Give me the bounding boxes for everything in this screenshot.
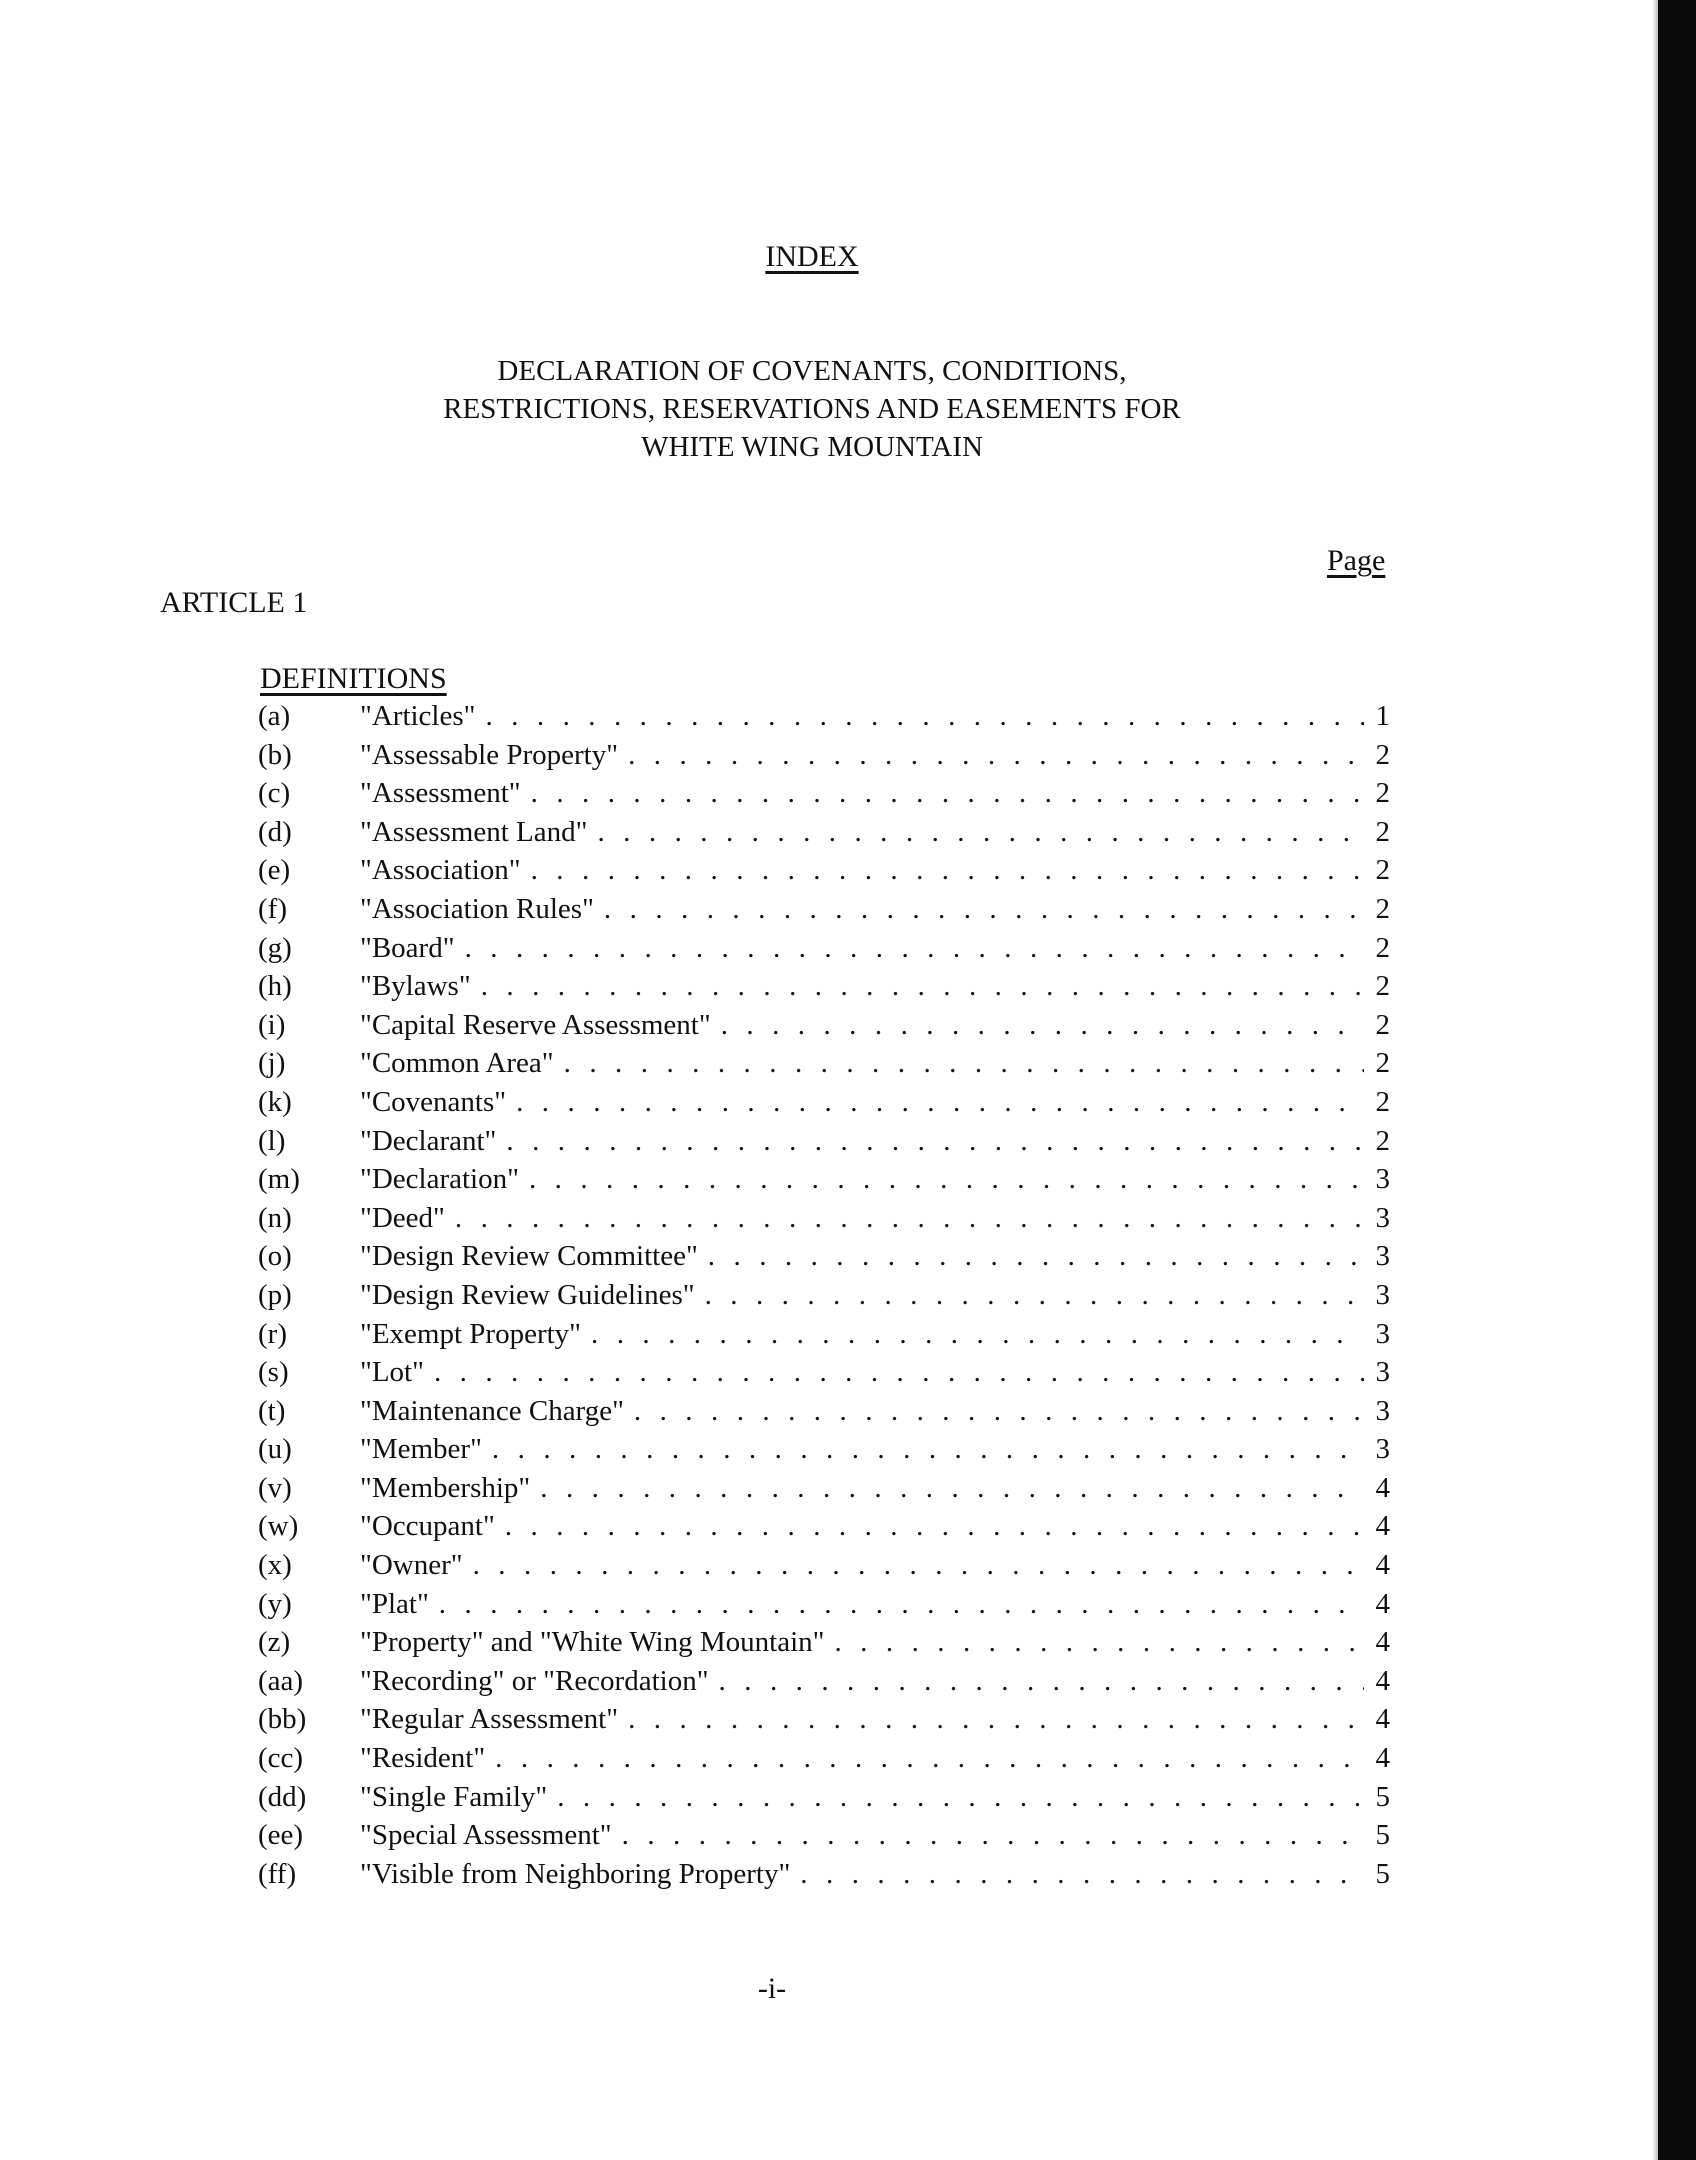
dot-leader: [530, 1472, 1364, 1505]
entry-page-number: 3: [1375, 1394, 1390, 1427]
entry-letter: (w): [258, 1510, 299, 1543]
list-item: [258, 1703, 1390, 1742]
list-item: [258, 932, 1390, 971]
entry-page-number: 5: [1375, 1819, 1390, 1852]
list-item: [258, 1742, 1390, 1781]
dot-leader: [485, 1742, 1364, 1775]
entry-page-number: 2: [1375, 931, 1390, 964]
declaration-title-line: RESTRICTIONS, RESERVATIONS AND EASEMENTS FOR: [443, 393, 1181, 425]
page-column-heading: Page: [1327, 544, 1386, 577]
article-label: ARTICLE 1: [160, 586, 308, 619]
entry-term: "Articles": [360, 700, 476, 732]
declaration-title: [0, 352, 1624, 466]
list-item: [258, 1009, 1390, 1048]
entry-page-number: 4: [1375, 1703, 1390, 1736]
list-item: [258, 1279, 1390, 1318]
entry-term: "Association Rules": [360, 892, 594, 925]
entry-page-number: 1: [1375, 700, 1390, 732]
entry-page-number: 2: [1375, 854, 1390, 887]
dot-leader: [455, 932, 1364, 965]
dot-leader: [587, 816, 1364, 849]
footer-page-number: -i-: [757, 1972, 787, 2005]
entry-letter: (bb): [258, 1703, 307, 1736]
entry-letter: (m): [258, 1163, 300, 1196]
entry-letter: (ee): [258, 1819, 304, 1852]
dot-leader: [711, 1009, 1364, 1042]
entry-letter: (u): [258, 1433, 292, 1466]
list-item: [258, 1626, 1390, 1665]
list-item: [258, 1163, 1390, 1202]
dot-leader: [554, 1047, 1364, 1080]
entry-term: "Single Family": [360, 1780, 548, 1813]
list-item: [258, 1665, 1390, 1704]
declaration-title-line: DECLARATION OF COVENANTS, CONDITIONS,: [497, 355, 1127, 387]
dot-leader: [624, 1395, 1364, 1428]
list-item: [258, 1819, 1390, 1858]
entry-letter: (y): [258, 1587, 292, 1620]
entry-page-number: 3: [1375, 1317, 1390, 1350]
entry-term: "Capital Reserve Assessment": [360, 1008, 711, 1041]
list-item: [258, 1395, 1390, 1434]
entry-term: "Occupant": [360, 1510, 495, 1543]
entry-term: "Membership": [360, 1471, 531, 1504]
dot-leader: [495, 1510, 1364, 1543]
dot-leader: [424, 1356, 1364, 1389]
entry-page-number: 5: [1375, 1857, 1390, 1890]
entry-letter: (v): [258, 1471, 292, 1504]
list-item: [258, 1240, 1390, 1279]
entry-page-number: 2: [1375, 738, 1390, 771]
entry-term: "Association": [360, 854, 521, 887]
dot-leader: [475, 700, 1364, 733]
list-item: [258, 970, 1390, 1009]
dot-leader: [709, 1665, 1364, 1698]
entry-term: "Deed": [360, 1201, 445, 1234]
entry-page-number: 2: [1375, 777, 1390, 810]
dot-leader: [824, 1626, 1364, 1659]
entry-letter: (g): [258, 931, 292, 964]
entry-term: "Declarant": [360, 1124, 497, 1157]
entry-term: "Maintenance Charge": [360, 1394, 624, 1427]
entry-term: "Lot": [360, 1356, 424, 1389]
entry-term: "Board": [360, 931, 455, 964]
dot-leader: [618, 739, 1364, 772]
scan-edge: [1658, 0, 1696, 2160]
list-item: [258, 1318, 1390, 1357]
entry-letter: (k): [258, 1085, 292, 1118]
entry-term: "Assessable Property": [360, 738, 619, 771]
entry-term: "Design Review Committee": [360, 1240, 698, 1273]
entry-letter: (b): [258, 738, 292, 771]
list-item: [258, 1781, 1390, 1820]
entry-term: "Recording" or "Recordation": [360, 1664, 709, 1697]
entry-letter: (c): [258, 777, 291, 810]
entry-letter: (cc): [258, 1742, 304, 1775]
entry-page-number: 2: [1375, 1008, 1390, 1041]
entry-letter: (e): [258, 854, 291, 887]
entry-page-number: 2: [1375, 970, 1390, 1003]
entry-letter: (i): [258, 1008, 286, 1041]
entry-letter: (s): [258, 1356, 289, 1389]
dot-leader: [496, 1125, 1364, 1158]
dot-leader: [429, 1588, 1364, 1621]
entry-page-number: 3: [1375, 1201, 1390, 1234]
entry-letter: (p): [258, 1278, 292, 1311]
dot-leader: [471, 970, 1364, 1003]
entry-letter: (j): [258, 1047, 286, 1080]
declaration-title-line: WHITE WING MOUNTAIN: [641, 431, 983, 463]
entry-page-number: 4: [1375, 1742, 1390, 1775]
list-item: [258, 739, 1390, 778]
entry-term: "Visible from Neighboring Property": [360, 1857, 791, 1890]
entry-page-number: 3: [1375, 1356, 1390, 1389]
entry-letter: (z): [258, 1626, 291, 1659]
entry-letter: (ff): [258, 1857, 297, 1890]
entry-page-number: 3: [1375, 1163, 1390, 1196]
entry-page-number: 2: [1375, 815, 1390, 848]
entry-page-number: 4: [1375, 1626, 1390, 1659]
dot-leader: [790, 1858, 1364, 1891]
dot-leader: [695, 1279, 1364, 1312]
list-item: [258, 777, 1390, 816]
entry-page-number: 3: [1375, 1278, 1390, 1311]
entry-term: "Common Area": [360, 1047, 554, 1080]
entry-page-number: 2: [1375, 1047, 1390, 1080]
dot-leader: [618, 1703, 1364, 1736]
entry-term: "Assessment": [360, 777, 521, 810]
entry-term: "Plat": [360, 1587, 429, 1620]
definitions-list: [258, 700, 1390, 1896]
list-item: [258, 1549, 1390, 1588]
index-title: INDEX: [765, 240, 859, 273]
dot-leader: [445, 1202, 1364, 1235]
entry-letter: (f): [258, 892, 287, 925]
dot-leader: [521, 777, 1364, 810]
entry-term: "Bylaws": [360, 970, 471, 1003]
list-item: [258, 1356, 1390, 1395]
dot-leader: [482, 1433, 1364, 1466]
entry-page-number: 4: [1375, 1471, 1390, 1504]
entry-letter: (d): [258, 815, 292, 848]
dot-leader: [581, 1318, 1364, 1351]
entry-page-number: 3: [1375, 1240, 1390, 1273]
entry-page-number: 4: [1375, 1549, 1390, 1582]
list-item: [258, 1472, 1390, 1511]
dot-leader: [519, 1163, 1364, 1196]
entry-term: "Member": [360, 1433, 482, 1466]
entry-term: "Property" and "White Wing Mountain": [360, 1626, 825, 1659]
entry-term: "Resident": [360, 1742, 486, 1775]
entry-term: "Design Review Guidelines": [360, 1278, 695, 1311]
list-item: [258, 893, 1390, 932]
entry-letter: (h): [258, 970, 292, 1003]
entry-term: "Exempt Property": [360, 1317, 581, 1350]
entry-letter: (r): [258, 1317, 287, 1350]
entry-letter: (a): [258, 700, 291, 732]
list-item: [258, 816, 1390, 855]
list-item: [258, 1202, 1390, 1241]
entry-term: "Declaration": [360, 1163, 519, 1196]
list-item: [258, 1125, 1390, 1164]
entry-term: "Special Assessment": [360, 1819, 612, 1852]
dot-leader: [612, 1819, 1364, 1852]
entry-page-number: 2: [1375, 892, 1390, 925]
dot-leader: [547, 1781, 1364, 1814]
list-item: [258, 1588, 1390, 1627]
list-item: [258, 854, 1390, 893]
entry-page-number: 2: [1375, 1085, 1390, 1118]
dot-leader: [698, 1240, 1364, 1273]
list-item: [258, 700, 1390, 739]
dot-leader: [506, 1086, 1364, 1119]
entry-letter: (l): [258, 1124, 286, 1157]
entry-letter: (o): [258, 1240, 292, 1273]
entry-letter: (t): [258, 1394, 286, 1427]
entry-letter: (aa): [258, 1664, 304, 1697]
entry-page-number: 4: [1375, 1664, 1390, 1697]
entry-page-number: 4: [1375, 1510, 1390, 1543]
list-item: [258, 1047, 1390, 1086]
entry-letter: (n): [258, 1201, 292, 1234]
entry-term: "Assessment Land": [360, 815, 588, 848]
entry-letter: (dd): [258, 1780, 307, 1813]
section-heading: DEFINITIONS: [260, 662, 447, 695]
entry-page-number: 5: [1375, 1780, 1390, 1813]
list-item: [258, 1510, 1390, 1549]
list-item: [258, 1433, 1390, 1472]
entry-page-number: 3: [1375, 1433, 1390, 1466]
entry-letter: (x): [258, 1549, 292, 1582]
entry-term: "Regular Assessment": [360, 1703, 619, 1736]
entry-term: "Owner": [360, 1549, 463, 1582]
dot-leader: [463, 1549, 1364, 1582]
list-item: [258, 1086, 1390, 1125]
entry-term: "Covenants": [360, 1085, 507, 1118]
dot-leader: [594, 893, 1364, 926]
list-item: [258, 1858, 1390, 1897]
dot-leader: [521, 854, 1364, 887]
entry-page-number: 4: [1375, 1587, 1390, 1620]
entry-page-number: 2: [1375, 1124, 1390, 1157]
